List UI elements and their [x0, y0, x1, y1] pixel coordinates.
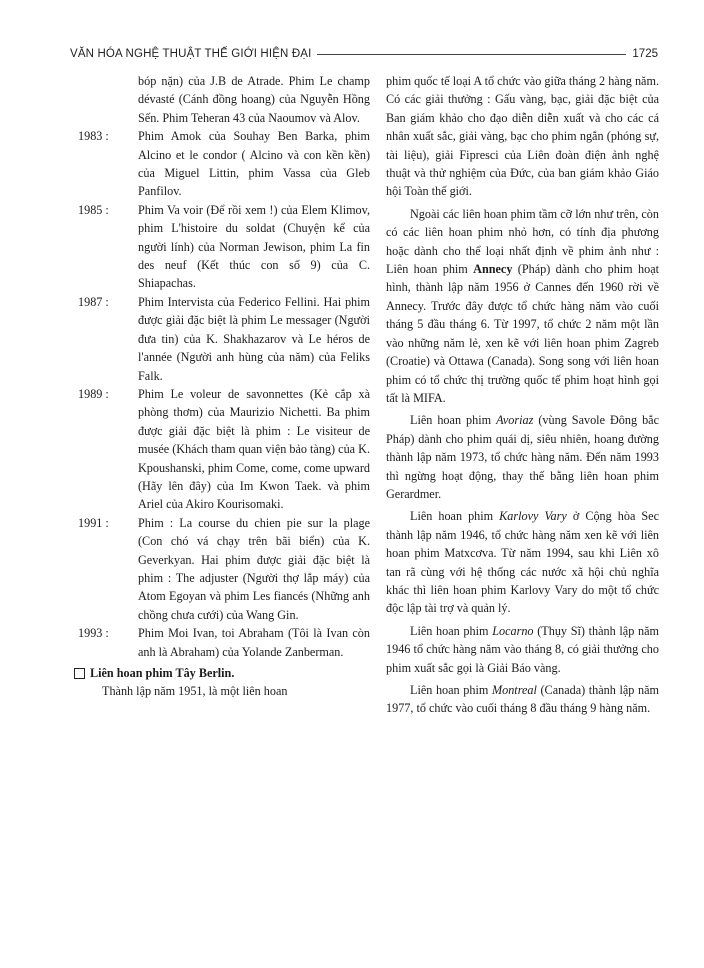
entry-year: 1985 : — [78, 202, 109, 217]
paragraph-annecy — [386, 205, 659, 407]
entry-text: Phim Intervista của Federico Fellini. Hai phim được giải đặc biệt là phim Le messager (Người đưa tin) của K. Shakhazarov và Le héros de l'année (Người anh hùng của năm) của Feliks Falk. — [138, 294, 370, 383]
entry-text: Phim Va voir (Để rồi xem !) của Elem Klimov, phim L'histoire du soldat (Chuyện kể của người lính) của Norman Jewison, phim La fin des neuf (Kết thúc con số 9) của C. Shiapachas. — [138, 202, 370, 291]
text-run: (Canada) thành lập năm 1977, tổ chức vào cuối tháng 8 đầu tháng 9 hàng năm. — [386, 683, 659, 716]
text-run: (vùng Savole Đông bắc Pháp) dành cho phim quái dị, siêu nhiên, hoang đường thành lập năm 1973, tổ chức hàng năm. Đến năm 1993 thì ngừng hoạt động, thay thế bằng liên hoan phim Gerardmer. — [386, 413, 659, 501]
festival-name-karlovy-vary: Karlovy Vary — [499, 509, 567, 524]
entry-year: 1991 : — [78, 515, 109, 530]
running-header — [70, 46, 658, 62]
year-entry-1989 — [78, 385, 370, 514]
text-run: Liên hoan phim — [410, 413, 497, 428]
paragraph-locarno — [386, 622, 659, 677]
paragraph-karlovy-vary — [386, 507, 659, 617]
entry-year: 1987 : — [78, 294, 109, 309]
year-entry-1991 — [78, 514, 370, 624]
running-title: VĂN HÓA NGHỆ THUẬT THẾ GIỚI HIỆN ĐẠI — [70, 48, 312, 60]
entry-text: Phim : La course du chien pie sur la plage (Con chó vá chạy trên bãi biển) của K. Geverkyan. Hai phim được giải đặc biệt là phim : The adjuster (Người thợ lắp máy) của Atom Egoyan và phim Les fiancés (Những anh chồng chưa cưới) của Wang Gin. — [138, 515, 370, 622]
text-run: Liên hoan phim — [410, 683, 492, 697]
text-run: ở Cộng hòa Sec thành lập năm 1946, tổ chức hàng năm xen kẽ với liên hoan phim Matxcơva. Từ năm 1994, sau khi Liên xô tan rã cùng với hệ thống các nước xã hội chủ nghĩa khác thì liên hoan phim Karlovy Vary do một tổ chức độc lập tài trợ và quản lý. — [386, 509, 659, 616]
header-rule — [317, 54, 626, 55]
entry-text: Phim Amok của Souhay Ben Barka, phim Alcino et le condor ( Alcino và con kền kền) của Miguel Littin, phim Vassa của Gleb Panfilov. — [138, 129, 370, 199]
text-run: Liên hoan phim — [410, 509, 500, 524]
festival-name-locarno: Locarno — [492, 623, 534, 638]
entry-text: Phim Le voleur de savonnettes (Kẻ cắp xà phòng thơm) của Maurizio Nichetti. Ba phim được giải đặc biệt là phim : Le visiteur de musée (Khách tham quan viện bảo tàng) của K. Kpoushanski, phim Come, come, come upward (Hãy lên đây) của Im Kwon Taek. và phim Ariel của Akiro Kourisomaki. — [138, 386, 370, 512]
festival-name-annecy: Annecy — [473, 262, 513, 277]
section-heading — [74, 664, 370, 682]
checkbox-square-icon — [74, 668, 85, 679]
continued-entry-text: bóp nặn) của J.B de Atrade. Phim Le champ dévasté (Cánh đồng hoang) của Nguyễn Hồng Sến. Phim Teheran 43 của Naoumov và Alov. — [138, 74, 370, 125]
text-run: (Thụy Sĩ) thành lập năm 1946 tổ chức hàng năm vào tháng 8, có giải thưởng cho phim xuất sắc gọi là Giải Báo vàng. — [386, 623, 659, 675]
entry-year: 1983 : — [78, 129, 109, 144]
section-paragraph: Thành lập năm 1951, là một liên hoan — [102, 684, 288, 699]
text-run: (Pháp) dành cho phim hoạt hình, thành lập năm 1956 ở Cannes đến 1960 rời về Annecy. Trước đây được tổ chức hàng năm vào cuối tháng 5 đầu tháng 6. Từ 1997, tổ chức 2 năm một lần vào những năm lẻ, xen kẽ với liên hoan phim Zagreb (Croatie) và Ottawa (Canada). Song song với liên hoan phim có tổ chức thị trường quốc tế phim hoạt hình gọi tất là MIFA. — [386, 262, 659, 405]
entry-year: 1989 : — [78, 386, 109, 401]
entry-text: Phim Moi Ivan, toi Abraham (Tôi là Ivan còn anh là Abraham) của Yolande Zanberman. — [138, 626, 370, 659]
left-column — [78, 72, 370, 705]
text-run: Ngoài các liên hoan phim tầm cỡ lớn như trên, còn có các liên hoan phim nhỏ hơn, có tính địa phương hoặc dành cho thể loại nhất định về phim ảnh như : Liên hoan phim — [386, 206, 659, 277]
year-entry-1985 — [78, 201, 370, 293]
text-run: Liên hoan phim — [410, 623, 493, 638]
right-column — [386, 72, 659, 722]
section-heading-text: Liên hoan phim Tây Berlin. — [90, 666, 235, 680]
year-entry-1987 — [78, 293, 370, 385]
year-entry-1993 — [78, 624, 370, 661]
paragraph-montreal — [386, 681, 659, 718]
year-entry-1983 — [78, 127, 370, 201]
entry-year: 1993 : — [78, 626, 109, 641]
page-number: 1725 — [632, 48, 658, 60]
paragraph-avoriaz — [386, 411, 659, 503]
festival-name-montreal: Montreal — [491, 683, 537, 697]
festival-name-avoriaz: Avoriaz — [496, 413, 534, 428]
paragraph-berlin-cont: phim quốc tế loại A tổ chức vào giữa tháng 2 hàng năm. Có các giải thưởng : Gấu vàng, bạc, giải đặc biệt của Ban giám khảo cho đạo diễn diễn xuất và cho các cá nhân xuất sắc, giải vàng, bạc cho phim ngắn (phóng sự, tài liệu), giải Fipresci của Liên đoàn điện ảnh nghệ thuật và thử nghiệm của Đức, của ban giám khảo Giáo hội Toàn thế giới. — [386, 74, 659, 199]
